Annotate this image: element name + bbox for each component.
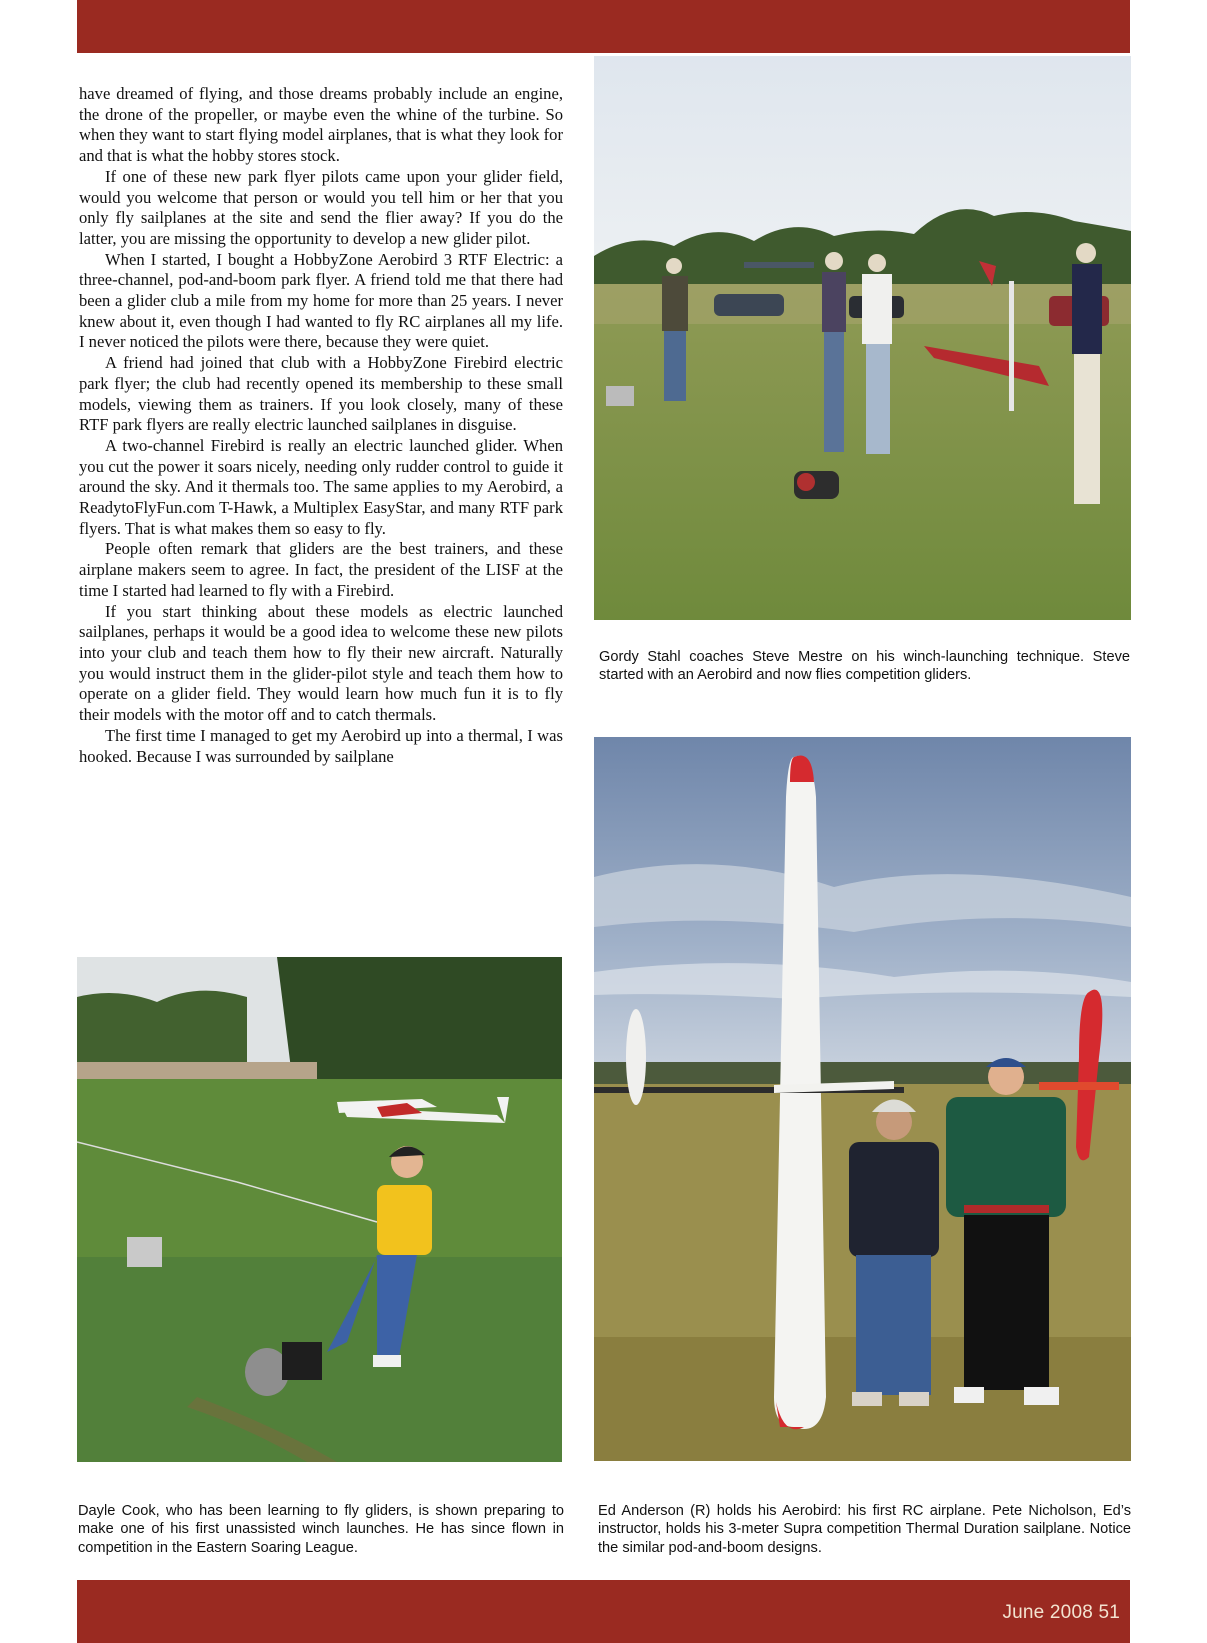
header-bar (77, 0, 1130, 53)
caption-sailplanes-photo: Ed Anderson (R) holds his Aerobird: his first RC airplane. Pete Nicholson, Ed’s instructor, holds his 3-meter Supra competition Thermal Duration sailplane. Notice the similar pod-and-boom designs. (598, 1503, 1131, 1556)
article-paragraph: If you start thinking about these models as electric launched sailplanes, perhaps it would be a good idea to welcome these new pilots into your club and teach them how to fly their new aircraft. Naturally you would instruct them in the glider-pilot style and teach them how to operate on a glider field. They would learn how much fun it is to fly their models with the motor off and to catch thermals. (79, 601, 563, 725)
article-paragraph: The first time I managed to get my Aerobird up into a thermal, I was hooked. Because I was surrounded by sailplane (79, 725, 563, 766)
photo-men-at-glider-field (594, 56, 1131, 620)
footer-bar (77, 1580, 1130, 1643)
article-paragraph: A friend had joined that club with a HobbyZone Firebird electric park flyer; the club had recently opened its membership to these small models, viewing them as trainers. If you look closely, many of these RTF park flyers are really electric launched sailplanes in disguise. (79, 353, 563, 435)
article-paragraph: have dreamed of flying, and those dreams probably include an engine, the drone of the propeller, or maybe even the whine of the turbine. So when they want to start flying model airplanes, that is what they look for and that is what the hobby stores stock. (79, 84, 563, 166)
article-paragraph: People often remark that gliders are the best trainers, and these airplane makers seem to agree. In fact, the president of the LISF at the time I started had learned to fly with a Firebird. (79, 539, 563, 600)
caption-field-photo: Gordy Stahl coaches Steve Mestre on his winch-launching technique. Steve started with an Aerobird and now flies competition gliders. (599, 649, 1130, 684)
page-footer-date-number: June 2008 51 (1002, 1602, 1120, 1623)
article-paragraph: When I started, I bought a HobbyZone Aerobird 3 RTF Electric: a three-channel, pod-and-boom park flyer. A friend told me that there had been a glider club a mile from my home for more than 25 years. I never knew about it, even though I had wanted to fly RC airplanes all my life. I never noticed the pilots were there, because they were quiet. (79, 249, 563, 352)
photo-boy-winch-launch (77, 957, 562, 1462)
article-body (79, 84, 563, 767)
article-paragraph: A two-channel Firebird is really an electric launched glider. When you cut the power it soars nicely, needing only rudder control to guide it around the sky. And it thermals too. The same applies to my Aerobird, a ReadytoFlyFun.com T-Hawk, a Multiplex EasyStar, and many RTF park flyers. That is what makes them so easy to fly. (79, 435, 563, 538)
article-paragraph: If one of these new park flyer pilots came upon your glider field, would you welcome that person or would you tell him or her that you only fly sailplanes at the site and send the flier away? If you do the latter, you are missing the opportunity to develop a new glider pilot. (79, 166, 563, 248)
photo-two-men-with-sailplanes (594, 737, 1131, 1461)
caption-boy-photo: Dayle Cook, who has been learning to fly gliders, is shown preparing to make one of his first unassisted winch launches. He has since flown in competition in the Eastern Soaring League. (78, 1503, 564, 1556)
